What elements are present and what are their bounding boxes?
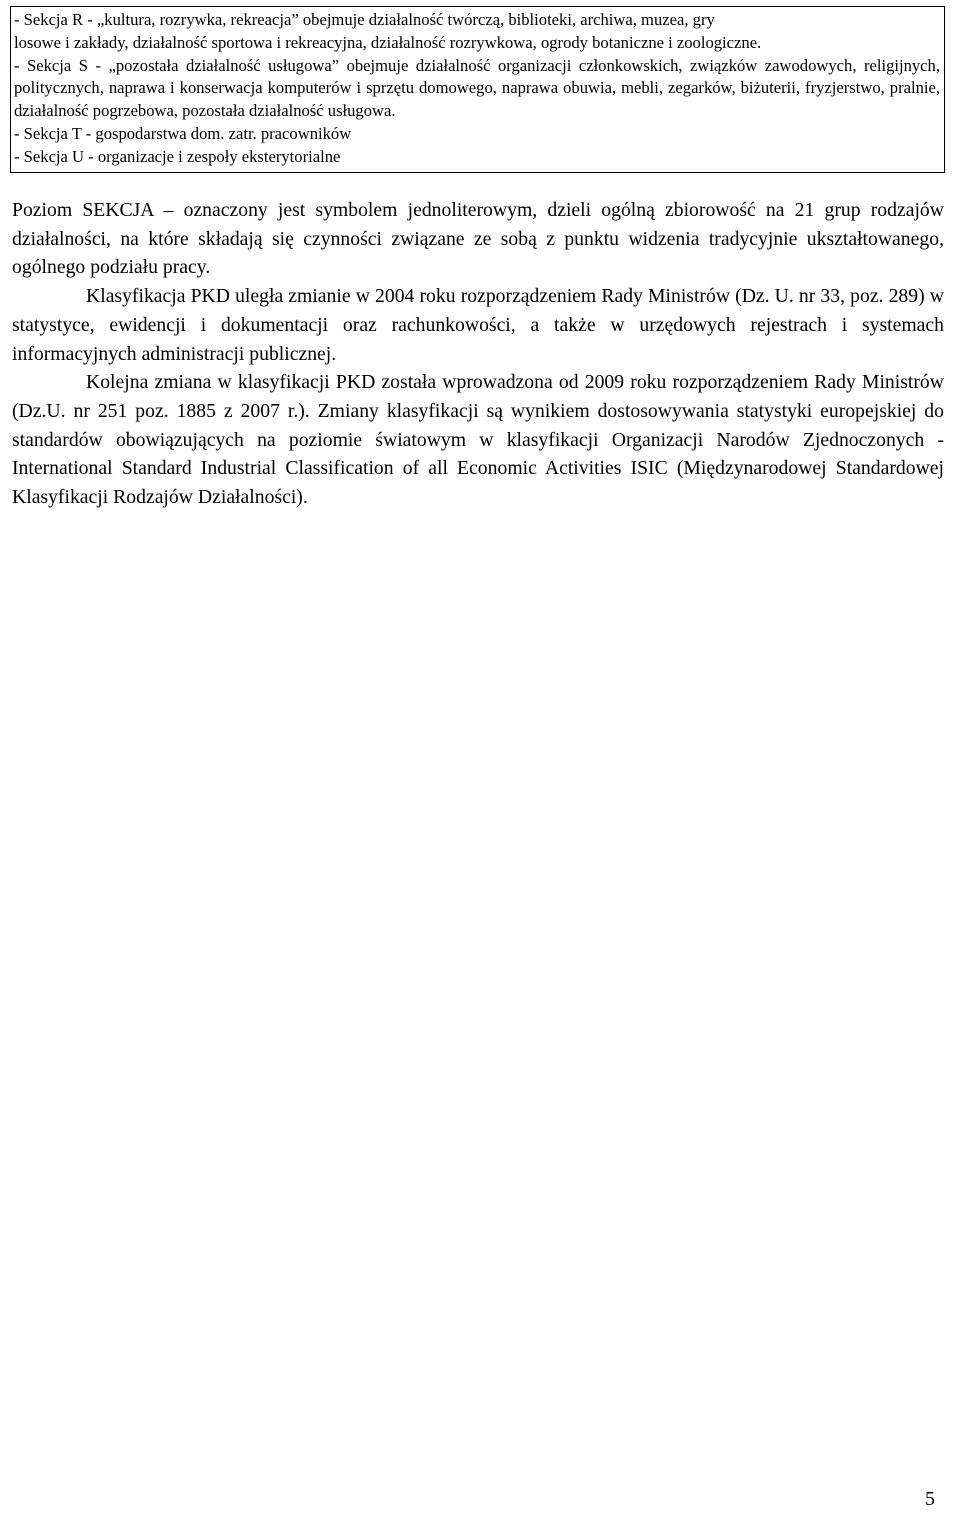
paragraph-sekcja-level: Poziom SEKCJA – oznaczony jest symbolem jednoliterowym, dzieli ogólną zbiorowość na 21 grup rodzajów działalności, na które składają się czynności związane ze sobą z punktu widzenia tradycyjnie ukształtowanego, ogólnego podziału pracy. xyxy=(12,199,944,279)
page-number: 5 xyxy=(925,1488,935,1510)
body-text xyxy=(12,196,944,512)
section-s-text: - Sekcja S - „pozostała działalność usługowa” obejmuje działalność organizacji członkowskich, związków zawodowych, religijnych, politycznych, naprawa i konserwacja komputerów i sprzętu domowego, naprawa obuwia, mebli, zegarków, biżuterii, fryzjerstwo, pralnie, działalność pogrzebowa, pozostała działalność usługowa. xyxy=(14,55,940,121)
section-r-line-2: losowe i zakłady, działalność sportowa i rekreacyjna, działalność rozrywkowa, ogrody botaniczne i zoologiczne. xyxy=(14,32,762,52)
section-r-line-1: - Sekcja R - „kultura, rozrywka, rekreacja” obejmuje działalność twórczą, biblioteki, archiwa, muzea, gry xyxy=(14,10,715,29)
paragraph-pkd-2009: Kolejna zmiana w klasyfikacji PKD została wprowadzona od 2009 roku rozporządzeniem Rady Ministrów (Dz.U. nr 251 poz. 1885 z 2007 r.). Zmiany klasyfikacji są wynikiem dostosowywania statystyki europejskiej do standardów obowiązujących na poziomie światowym w klasyfikacji Organizacji Narodów Zjednoczonych - International Standard Industrial Classification of all Economic Activities ISIC (Międzynarodowej Standardowej Klasyfikacji Rodzajów Działalności). xyxy=(12,371,944,509)
paragraph-pkd-2004: Klasyfikacja PKD uległa zmianie w 2004 roku rozporządzeniem Rady Ministrów (Dz. U. nr 33, poz. 289) w statystyce, ewidencji i dokumentacji oraz rachunkowości, a także w urzędowych rejestrach i systemach informacyjnych administracji publicznej. xyxy=(12,285,944,365)
section-t-text: - Sekcja T - gospodarstwa dom. zatr. pracowników xyxy=(14,123,352,143)
section-u-text: - Sekcja U - organizacje i zespoły eksterytorialne xyxy=(14,146,341,166)
sections-list-box xyxy=(10,6,945,173)
